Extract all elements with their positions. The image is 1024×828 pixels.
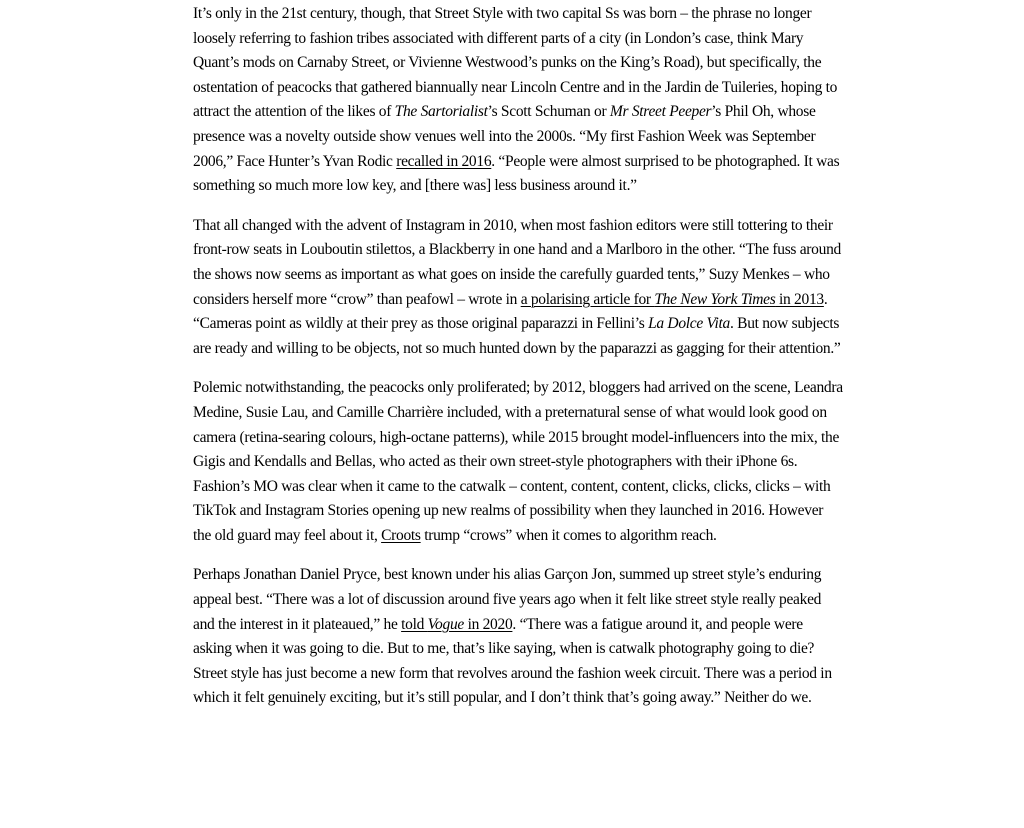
body-text: . “There was a fatigue around it, and people were asking when it was going to die. But to me, that’s like saying, when is catwalk photography going to die? Street style has just become a new form that revolves around the fashion week circuit. There was a period in which it felt genuinely exciting, but it’s still popular, and I don’t think that’s going away.” Neither do we.: [193, 615, 832, 707]
paragraph: [193, 376, 843, 548]
paragraph: [193, 214, 843, 362]
body-text: . “Cameras point as wildly at their prey as those original paparazzi in Fellini’s: [193, 290, 828, 333]
inline-link[interactable]: Vogue: [427, 615, 464, 633]
paragraph: [193, 563, 843, 711]
inline-link[interactable]: Croots: [381, 526, 421, 544]
article-body: [193, 0, 843, 711]
paragraph: [193, 2, 843, 199]
inline-link[interactable]: in 2020: [464, 615, 513, 633]
body-text: trump “crows” when it comes to algorithm reach.: [420, 526, 717, 544]
body-text: Perhaps Jonathan Daniel Pryce, best known under his alias Garçon Jon, summed up street style’s enduring appeal best. “There was a lot of discussion around five years ago when it felt like street style really peaked and the interest in it plateaued,” he: [193, 566, 822, 633]
body-text: It’s only in the 21st century, though, that Street Style with two capital Ss was born – the phrase no longer loosely referring to fashion tribes associated with different parts of a city (in London’s case, think Mary Quant’s mods on Carnaby Street, or Vivienne Westwood’s punks on the King’s Road), but specifically, the ostentation of peacocks that gathered biannually near Lincoln Centre and in the Jardin de Tuileries, hoping to attract the attention of the likes of: [193, 5, 838, 121]
italic-text: La Dolce Vita: [648, 315, 730, 333]
inline-link[interactable]: in 2013: [775, 290, 824, 308]
body-text: Polemic notwithstanding, the peacocks only proliferated; by 2012, bloggers had arrived on the scene, Leandra Medine, Susie Lau, and Camille Charrière included, with a preternatural sense of what would look good on camera (retina-searing colours, high-octane patterns), while 2015 brought model-influencers into the mix, the Gigis and Kendalls and Bellas, who acted as their own street-style photographers with their iPhone 6s. Fashion’s MO was clear when it came to the catwalk – content, content, content, clicks, clicks, clicks – with TikTok and Instagram Stories opening up new realms of possibility when they launched in 2016. However the old guard may feel about it,: [193, 379, 843, 544]
body-text: ’s Scott Schuman or: [487, 103, 610, 121]
body-text: . “People were almost surprised to be photographed. It was something so much more low key, and [there was] less business around it.”: [193, 152, 840, 195]
body-text: . But now subjects are ready and willing to be objects, not so much hunted down by the paparazzi as gagging for their attention.”: [193, 315, 841, 357]
inline-link[interactable]: The New York Times: [654, 290, 776, 308]
italic-text: Mr Street Peeper: [609, 103, 712, 121]
body-text: That all changed with the advent of Instagram in 2010, when most fashion editors were still tottering to their front-row seats in Louboutin stilettos, a Blackberry in one hand and a Marlboro in the other. “The fuss around the shows now seems as important as what goes on inside the carefully guarded tents,” Suzy Menkes – who considers herself more “crow” than peafowl – wrote in: [193, 216, 841, 308]
inline-link[interactable]: told: [401, 615, 428, 633]
body-text: ’s Phil Oh, whose presence was a novelty outside show venues well into the 2000s. “My first Fashion Week was September 2006,” Face Hunter’s Yvan Rodic: [193, 103, 816, 170]
italic-text: The Sartorialist: [394, 103, 488, 121]
inline-link[interactable]: recalled in 2016: [396, 152, 492, 170]
inline-link[interactable]: a polarising article for: [520, 290, 655, 308]
